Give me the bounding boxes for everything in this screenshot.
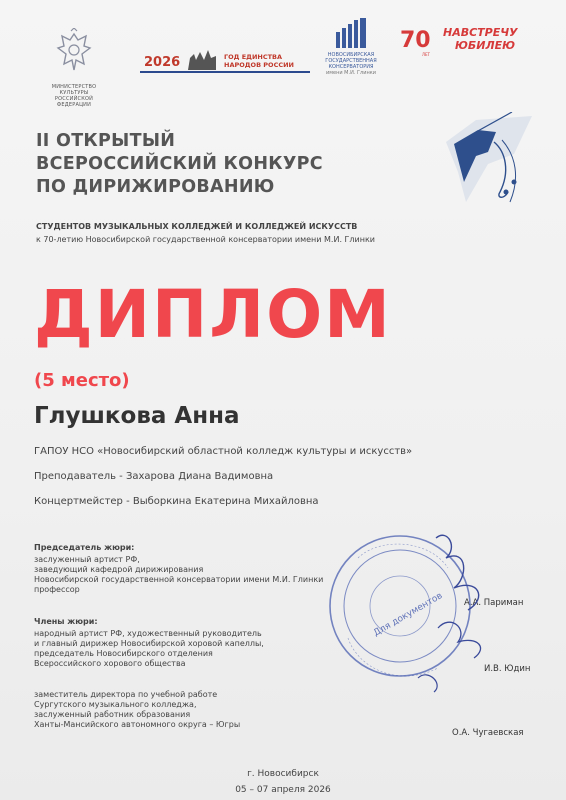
ministry-caption-1: МИНИСТЕРСТВО КУЛЬТУРЫ	[51, 84, 97, 96]
jury-member1-line-3: председатель Новосибирского отделения	[34, 649, 213, 658]
jubilee-number: 70	[400, 28, 431, 53]
conservatory-caption-2: ГОСУДАРСТВЕННАЯ	[325, 58, 377, 64]
conservatory-caption-1: НОВОСИБИРСКАЯ	[327, 52, 375, 58]
conservatory-building-icon	[334, 18, 368, 48]
footer-city: г. Новосибирск	[247, 769, 319, 779]
unity-underline	[140, 71, 310, 73]
jury-chair-line-4: профессор	[34, 585, 80, 594]
monument-icon	[184, 48, 220, 70]
jury-member2-line-4: Ханты-Мансийского автономного округа – Югры	[34, 720, 241, 729]
chair-signature: А.А. Париман	[464, 598, 524, 608]
contest-subtitle-1: СТУДЕНТОВ МУЗЫКАЛЬНЫХ КОЛЛЕДЖЕЙ И КОЛЛЕДЖЕЙ ИСКУССТВ	[36, 222, 358, 231]
jury-chair-line-3: Новосибирской государственной консерватории имени М.И. Глинки	[34, 575, 324, 584]
jury-members-heading: Члены жюри:	[34, 617, 98, 626]
recipient-name: Глушкова Анна	[34, 403, 240, 429]
member1-signature: И.В. Юдин	[484, 664, 531, 674]
contest-title-line-3: ПО ДИРИЖИРОВАНИЮ	[36, 177, 275, 197]
eagle-emblem-icon	[54, 28, 94, 74]
contest-title	[36, 130, 323, 199]
jury-chair-line-2: заведующий кафедрой дирижирования	[34, 565, 204, 574]
ministry-caption-2: РОССИЙСКОЙ ФЕДЕРАЦИИ	[54, 96, 94, 108]
jury-member2-line-2: Сургутского музыкального колледжа,	[34, 700, 197, 709]
member2-signature: О.А. Чугаевская	[452, 728, 524, 738]
jury-chair-line-1: заслуженный артист РФ,	[34, 555, 140, 564]
unity-text-1: ГОД ЕДИНСТВА	[224, 53, 283, 61]
jubilee-years: ЛЕТ	[422, 52, 430, 57]
jubilee-logo	[400, 20, 550, 60]
contest-title-line-1: II ОТКРЫТЫЙ	[36, 131, 176, 151]
jury-member1-line-1: народный артист РФ, художественный руководитель	[34, 629, 262, 638]
ministry-logo	[38, 28, 110, 108]
jury-member2-details	[34, 690, 240, 730]
conservatory-logo	[318, 18, 384, 76]
contest-title-line-2: ВСЕРОССИЙСКИЙ КОНКУРС	[36, 154, 323, 174]
unity-year: 2026	[144, 55, 181, 70]
jury-member1-line-4: Всероссийского хорового общества	[34, 659, 186, 668]
jury-member1-line-2: и главный дирижер Новосибирской хоровой капеллы,	[34, 639, 264, 648]
footer-dates: 05 – 07 апреля 2026	[235, 785, 331, 795]
jury-member2-line-3: заслуженный работник образования	[34, 710, 191, 719]
diploma-heading: ДИПЛОМ	[34, 276, 392, 353]
jury-member2-line-1: заместитель директора по учебной работе	[34, 690, 218, 699]
conservatory-caption-4: имени М.И. Глинки	[325, 70, 377, 76]
year-of-unity-logo	[140, 52, 310, 72]
accompanist-text: Концертмейстер - Выборкина Екатерина Михайловна	[34, 496, 319, 507]
jubilee-text-2: ЮБИЛЕЮ	[455, 39, 516, 52]
stamp-text: Для документов	[372, 591, 445, 639]
jubilee-text-1: НАВСТРЕЧУ	[443, 26, 518, 39]
conservatory-caption-3: КОНСЕРВАТОРИЯ	[328, 64, 374, 70]
unity-text-2: НАРОДОВ РОССИИ	[224, 61, 295, 69]
jury-chair-heading: Председатель жюри:	[34, 543, 135, 552]
teacher-text: Преподаватель - Захарова Диана Вадимовна	[34, 471, 274, 482]
conductor-illustration-icon	[436, 112, 548, 214]
jury-chair-details	[34, 555, 323, 595]
institution-text: ГАПОУ НСО «Новосибирский областной колледж культуры и искусств»	[34, 446, 413, 457]
contest-subtitle-2: к 70-летию Новосибирской государственной консерватории имени М.И. Глинки	[36, 235, 375, 244]
jury-member1-details	[34, 629, 264, 669]
place-label: (5 место)	[34, 370, 130, 391]
